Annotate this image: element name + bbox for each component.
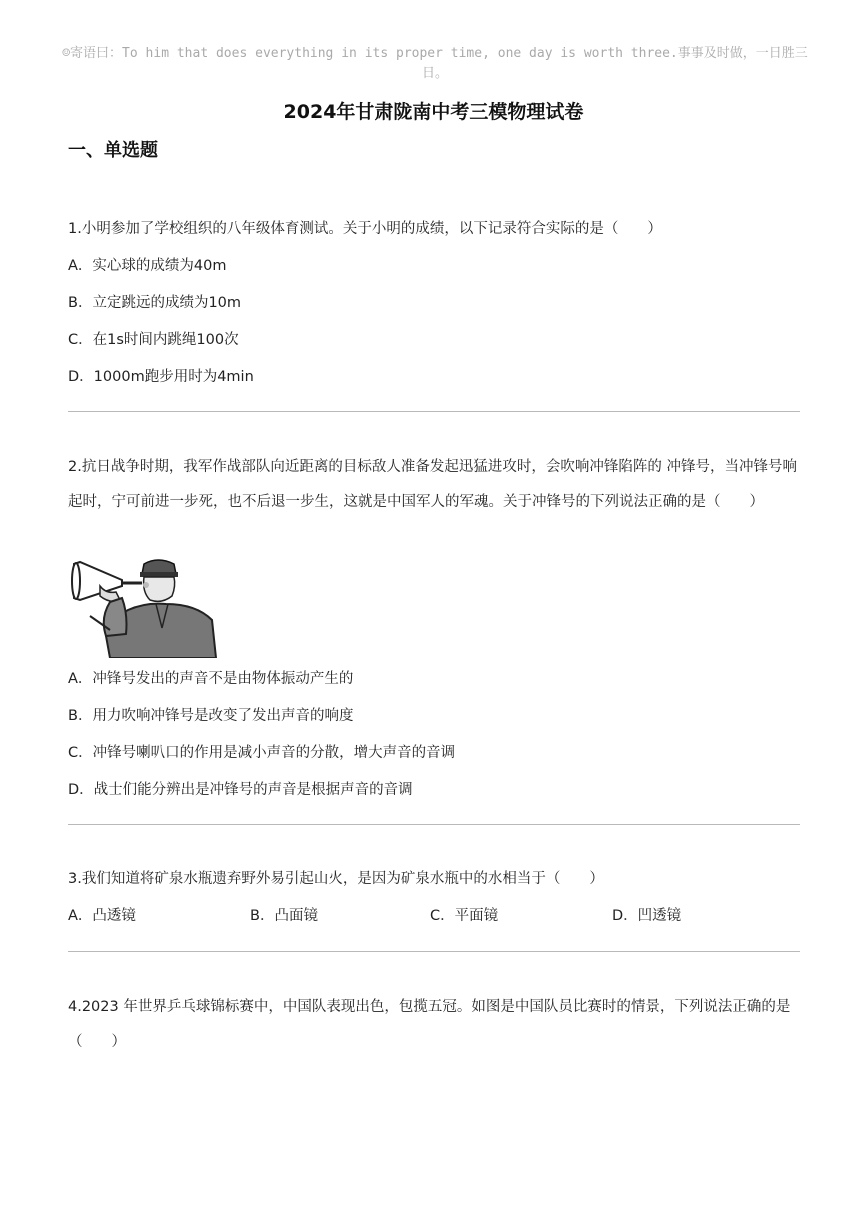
section-heading: 一、单选题 [68,140,158,161]
q2-option-d: D．战士们能分辨出是冲锋号的声音是根据声音的音调 [68,782,413,798]
divider [68,824,800,825]
question-3-stem: 3.我们知道将矿泉水瓶遗弃野外易引起山火，是因为矿泉水瓶中的水相当于（ ） [68,871,604,887]
q1-option-d: D．1000m跑步用时为4min [68,369,254,385]
question-2-stem: 2.抗日战争时期，我军作战部队向近距离的目标敌人准备发起迅猛进攻时，会吹响冲锋陷阵的 冲锋号，当冲锋号响起时，宁可前进一步死，也不后退一步生，这就是中国军人的军魂。关于冲锋号的下列说法正确的是（ ） [68,459,797,510]
question-4-stem: 4.2023 年世界乒乓球锦标赛中，中国队表现出色，包揽五冠。如图是中国队员比赛时的情景，下列说法正确的是（ ） [68,999,791,1050]
motto-header: ☺寄语曰：To him that does everything in its proper time, one day is worth three.事事及时做，一日胜三日。 [62,46,808,81]
q2-option-b: B．用力吹响冲锋号是改变了发出声音的响度 [68,708,354,724]
q1-option-c: C．在1s时间内跳绳100次 [68,332,239,348]
q1-option-b: B．立定跳远的成绩为10m [68,295,242,311]
divider [68,951,800,952]
divider [68,411,800,412]
q2-option-a: A．冲锋号发出的声音不是由物体振动产生的 [68,671,354,687]
q3-option-b: B．凸面镜 [250,908,318,924]
exam-title: 2024年甘肃陇南中考三模物理试卷 [283,101,584,123]
q3-option-a: A．凸透镜 [68,908,136,924]
q1-option-a: A．实心球的成绩为40m [68,258,227,274]
q3-option-c: C．平面镜 [430,908,499,924]
question-1-stem: 1.小明参加了学校组织的八年级体育测试。关于小明的成绩，以下记录符合实际的是（ ） [68,221,662,237]
bugler-soldier-illustration [70,558,220,658]
q2-option-c: C．冲锋号喇叭口的作用是减小声音的分散，增大声音的音调 [68,745,456,761]
q3-option-d: D．凹透镜 [612,908,682,924]
